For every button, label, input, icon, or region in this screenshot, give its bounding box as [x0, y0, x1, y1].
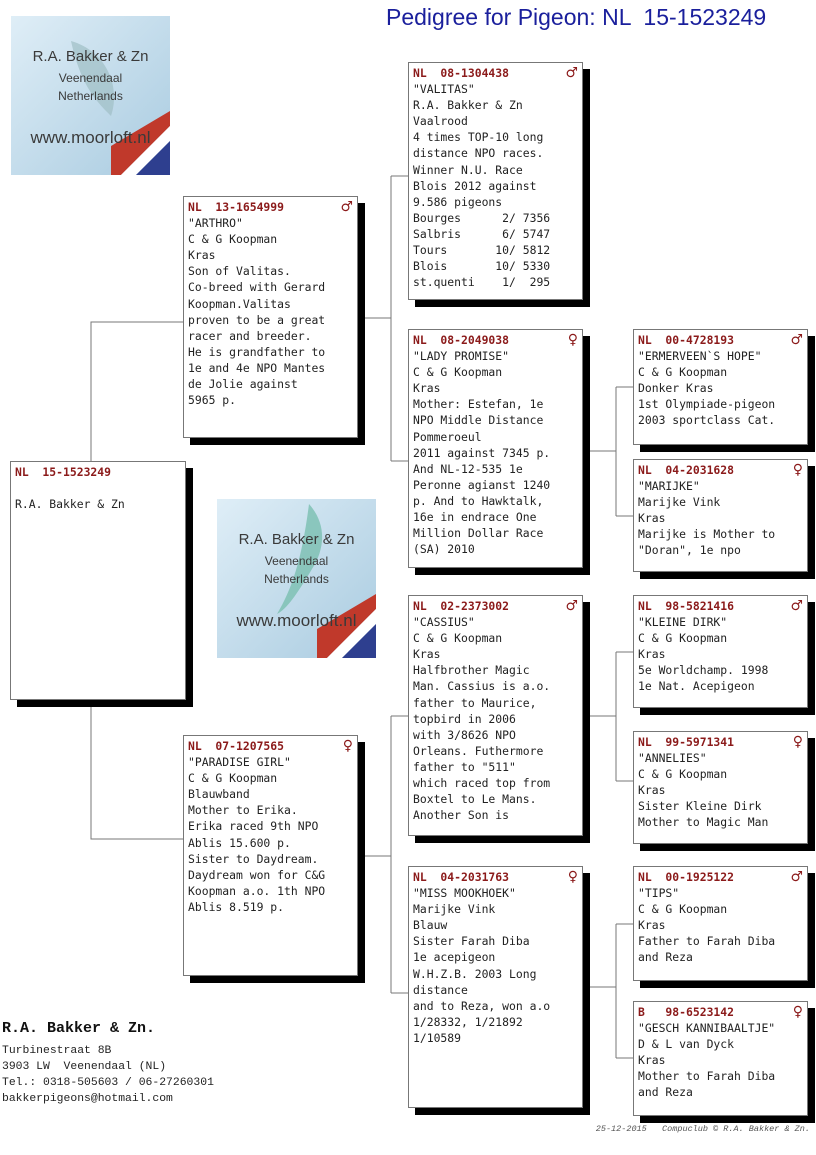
pigeon-info-line: Mother to Farah Diba: [638, 1069, 776, 1084]
loft-logo: [11, 16, 170, 175]
pigeon-info-line: Marijke is Mother to: [638, 527, 776, 542]
pigeon-info-line: C & G Koopman: [413, 631, 503, 646]
logo-line3: Netherlands: [58, 89, 123, 103]
pigeon-info-line: Blois 10/ 5330: [413, 259, 551, 274]
pigeon-card-sire-sire: [408, 62, 583, 300]
pigeon-info-line: p. And to Hawktalk,: [413, 493, 544, 508]
pigeon-info-line: 9.586 pigeons: [413, 194, 503, 209]
pigeon-header: [413, 869, 578, 885]
pigeon-info-line: 1e and 4e NPO Mantes: [188, 360, 326, 375]
pigeon-info-line: Mother to Magic Man: [638, 815, 769, 830]
pigeon-header: [15, 464, 181, 480]
pigeon-info-line: distance: [413, 982, 468, 997]
pigeon-info-line: st.quenti 1/ 295: [413, 275, 551, 290]
pigeon-info-line: He is grandfather to: [188, 344, 326, 359]
sex-icon: ♂: [790, 869, 803, 885]
pigeon-info-line: Sister to Daydream.: [188, 851, 319, 866]
pigeon-header: [638, 462, 803, 478]
pigeon-info-line: Pommeroeul: [413, 429, 482, 444]
pigeon-info-line: Donker Kras: [638, 381, 714, 396]
pigeon-info-line: Daydream won for C&G: [188, 867, 326, 882]
pigeon-info-line: Marijke Vink: [638, 495, 721, 510]
pigeon-info-line: Koopman a.o. 1th NPO: [188, 883, 326, 898]
logo-center-line2: Veenendaal: [264, 554, 329, 568]
ring-number: NL 08-2049038: [413, 333, 510, 347]
pigeon-info-line: 1st Olympiade-pigeon: [638, 397, 776, 412]
pigeon-info-line: Co-breed with Gerard: [188, 280, 326, 295]
pigeon-info-line: Blauwband: [188, 787, 250, 802]
ring-number: NL 99-5971341: [638, 735, 735, 749]
ring-number: NL 00-4728193: [638, 333, 735, 347]
pigeon-info-line: [15, 480, 181, 496]
pigeon-info-line: and Reza: [638, 950, 693, 965]
logo-center-line1: R.A. Bakker & Zn: [238, 531, 355, 548]
pigeon-info-line: Kras: [413, 647, 441, 662]
pigeon-info-line: Koopman.Valitas: [188, 296, 291, 311]
pigeon-info-line: C & G Koopman: [638, 767, 728, 782]
sex-icon: ♂: [790, 598, 803, 614]
pigeon-info-line: 1/10589: [413, 1030, 462, 1045]
pigeon-card-subject: [10, 461, 186, 700]
ring-number: NL 13-1654999: [188, 200, 285, 214]
pigeon-info-line: Blois 2012 against: [413, 178, 537, 193]
pigeon-info-line: 1e Nat. Acepigeon: [638, 679, 755, 694]
ring-number: NL 07-1207565: [188, 739, 285, 753]
pigeon-info-line: 1e acepigeon: [413, 950, 496, 965]
pigeon-info-line: Peronne agianst 1240: [413, 477, 551, 492]
pigeon-info-line: and Reza: [638, 1085, 693, 1100]
breeder-address-line-1: Turbinestraat 8B: [2, 1045, 112, 1057]
pigeon-info-line: 5965 p.: [188, 393, 237, 408]
pigeon-info-line: Kras: [638, 1053, 666, 1068]
pigeon-info-line: R.A. Bakker & Zn: [413, 98, 523, 113]
pigeon-info-line: "Doran", 1e npo: [638, 543, 741, 558]
pigeon-header: [188, 199, 353, 215]
pigeon-info-line: father to "511": [413, 759, 516, 774]
pigeon-info-line: Kras: [638, 511, 666, 526]
logo-center-url: www.moorloft.nl: [236, 611, 357, 630]
pigeon-header: [638, 734, 803, 750]
ring-number: NL 02-2373002: [413, 599, 510, 613]
pigeon-card-dam-dam-sire: [633, 866, 808, 981]
pigeon-info-line: topbird in 2006: [413, 711, 516, 726]
pigeon-info-line: which raced top from: [413, 776, 551, 791]
pigeon-header: [413, 598, 578, 614]
pigeon-info-line: 16e in endrace One: [413, 510, 537, 525]
pigeon-info-line: Ablis 8.519 p.: [188, 899, 285, 914]
pigeon-info-line: And NL-12-535 1e: [413, 461, 523, 476]
pigeon-info-line: C & G Koopman: [188, 771, 278, 786]
pigeon-info-line: 5e Worldchamp. 1998: [638, 663, 769, 678]
ring-number: B 98-6523142: [638, 1005, 735, 1019]
pigeon-info-line: R.A. Bakker & Zn: [15, 497, 125, 512]
pigeon-card-sire-dam-sire: [633, 329, 808, 445]
logo-url: www.moorloft.nl: [30, 128, 151, 147]
ring-number: NL 00-1925122: [638, 870, 735, 884]
pigeon-header: [413, 65, 578, 81]
pigeon-info-line: W.H.Z.B. 2003 Long: [413, 966, 537, 981]
logo-line1: R.A. Bakker & Zn: [32, 48, 149, 65]
pigeon-info-line: Salbris 6/ 5747: [413, 226, 551, 241]
pigeon-card-dam-sire-sire: [633, 595, 808, 708]
pigeon-header: [638, 1004, 803, 1020]
logo-center-line3: Netherlands: [264, 572, 329, 586]
pigeon-info-line: Halfbrother Magic: [413, 663, 530, 678]
pigeon-info-line: Tours 10/ 5812: [413, 243, 551, 258]
pigeon-info-line: C & G Koopman: [188, 232, 278, 247]
pigeon-card-sire-dam-dam: [633, 459, 808, 572]
sex-icon: ♀: [792, 734, 803, 750]
pigeon-info-line: 2011 against 7345 p.: [413, 445, 551, 460]
pigeon-info-line: "ANNELIES": [638, 751, 707, 766]
pigeon-card-dam: [183, 735, 358, 976]
ring-number: NL 15-1523249: [15, 465, 112, 479]
pigeon-info-line: and to Reza, won a.o: [413, 998, 551, 1013]
pigeon-info-line: "PARADISE GIRL": [188, 755, 291, 770]
pigeon-card-sire-dam: [408, 329, 583, 568]
pigeon-info-line: de Jolie against: [188, 377, 298, 392]
pigeon-info-line: D & L van Dyck: [638, 1037, 735, 1052]
sex-icon: ♀: [792, 462, 803, 478]
logo-line2: Veenendaal: [58, 71, 123, 85]
pigeon-info-line: Son of Valitas.: [188, 264, 291, 279]
pigeon-info-line: distance NPO races.: [413, 146, 544, 161]
pigeon-info-line: Mother to Erika.: [188, 803, 298, 818]
pigeon-header: [413, 332, 578, 348]
ring-number: NL 08-1304438: [413, 66, 510, 80]
pigeon-info-line: Boxtel to Le Mans.: [413, 792, 537, 807]
sex-icon: ♀: [567, 332, 578, 348]
pigeon-info-line: with 3/8626 NPO: [413, 727, 516, 742]
ring-number: NL 04-2031628: [638, 463, 735, 477]
pigeon-info-line: (SA) 2010: [413, 542, 475, 557]
pigeon-info-line: Vaalrood: [413, 114, 468, 129]
sex-icon: ♂: [565, 65, 578, 81]
breeder-email[interactable]: bakkerpigeons@hotmail.com: [2, 1093, 173, 1106]
breeder-phone: Tel.: 0318-505603 / 06-27260301: [2, 1077, 214, 1090]
pigeon-info-line: C & G Koopman: [638, 365, 728, 380]
pigeon-info-line: "VALITAS": [413, 82, 475, 97]
pigeon-info-line: 2003 sportclass Cat.: [638, 413, 776, 428]
pigeon-info-line: Winner N.U. Race: [413, 162, 523, 177]
pigeon-info-line: Million Dollar Race: [413, 526, 544, 541]
pigeon-info-line: Blauw: [413, 918, 448, 933]
pigeon-card-dam-dam-dam: [633, 1001, 808, 1116]
pigeon-info-line: C & G Koopman: [638, 902, 728, 917]
loft-logo-center: [217, 499, 376, 658]
pigeon-info-line: "LADY PROMISE": [413, 349, 510, 364]
ring-number: NL 04-2031763: [413, 870, 510, 884]
pigeon-info-line: Kras: [638, 783, 666, 798]
pigeon-info-line: "KLEINE DIRK": [638, 615, 728, 630]
pigeon-info-line: Man. Cassius is a.o.: [413, 679, 551, 694]
pigeon-info-line: racer and breeder.: [188, 328, 312, 343]
sex-icon: ♀: [567, 869, 578, 885]
pigeon-info-line: C & G Koopman: [413, 365, 503, 380]
sex-icon: ♀: [342, 738, 353, 754]
pigeon-info-line: Father to Farah Diba: [638, 934, 776, 949]
pigeon-info-line: Erika raced 9th NPO: [188, 819, 319, 834]
sex-icon: ♂: [790, 332, 803, 348]
pigeon-info-line: "TIPS": [638, 886, 680, 901]
ring-number: NL 98-5821416: [638, 599, 735, 613]
breeder-info: [2, 1020, 214, 1107]
pigeon-info-line: Kras: [638, 647, 666, 662]
sex-icon: ♀: [792, 1004, 803, 1020]
breeder-address-line-2: 3903 LW Veenendaal (NL): [2, 1061, 167, 1074]
pigeon-info-line: Orleans. Futhermore: [413, 743, 544, 758]
pigeon-info-line: 1/28332, 1/21892: [413, 1014, 523, 1029]
pigeon-card-dam-dam: [408, 866, 583, 1108]
pigeon-info-line: NPO Middle Distance: [413, 413, 544, 428]
pigeon-info-line: Kras: [638, 918, 666, 933]
pigeon-info-line: father to Maurice,: [413, 695, 537, 710]
pigeon-card-dam-sire-dam: [633, 731, 808, 844]
pigeon-info-line: "ARTHRO": [188, 216, 243, 231]
pigeon-header: [638, 869, 803, 885]
pigeon-info-line: Bourges 2/ 7356: [413, 210, 551, 225]
sex-icon: ♂: [340, 199, 353, 215]
pigeon-info-line: Marijke Vink: [413, 902, 496, 917]
pigeon-info-line: Kras: [188, 248, 216, 263]
pigeon-info-line: "ERMERVEEN`S HOPE": [638, 349, 762, 364]
pigeon-info-line: "MISS MOOKHOEK": [413, 886, 516, 901]
pigeon-info-line: Sister Kleine Dirk: [638, 799, 762, 814]
pigeon-info-line: Sister Farah Diba: [413, 934, 530, 949]
page-title: Pedigree for Pigeon: NL 15-1523249: [386, 4, 767, 30]
pigeon-info-line: Another Son is: [413, 808, 510, 823]
pigeon-header: [638, 332, 803, 348]
breeder-name: R.A. Bakker & Zn.: [2, 1020, 156, 1037]
pigeon-info-line: "CASSIUS": [413, 615, 475, 630]
pigeon-info-line: Kras: [413, 381, 441, 396]
pigeon-info-line: 4 times TOP-10 long: [413, 130, 544, 145]
pigeon-info-line: Mother: Estefan, 1e: [413, 397, 544, 412]
sex-icon: ♂: [565, 598, 578, 614]
pigeon-card-sire: [183, 196, 358, 438]
pigeon-info-line: C & G Koopman: [638, 631, 728, 646]
pigeon-info-line: Ablis 15.600 p.: [188, 835, 291, 850]
footer-credit: 25-12-2015 Compuclub © R.A. Bakker & Zn.: [595, 1124, 810, 1134]
pigeon-card-dam-sire: [408, 595, 583, 836]
pigeon-info-line: "GESCH KANNIBAALTJE": [638, 1021, 776, 1036]
pigeon-header: [188, 738, 353, 754]
pigeon-info-line: "MARIJKE": [638, 479, 700, 494]
pigeon-header: [638, 598, 803, 614]
pigeon-info-line: proven to be a great: [188, 312, 326, 327]
